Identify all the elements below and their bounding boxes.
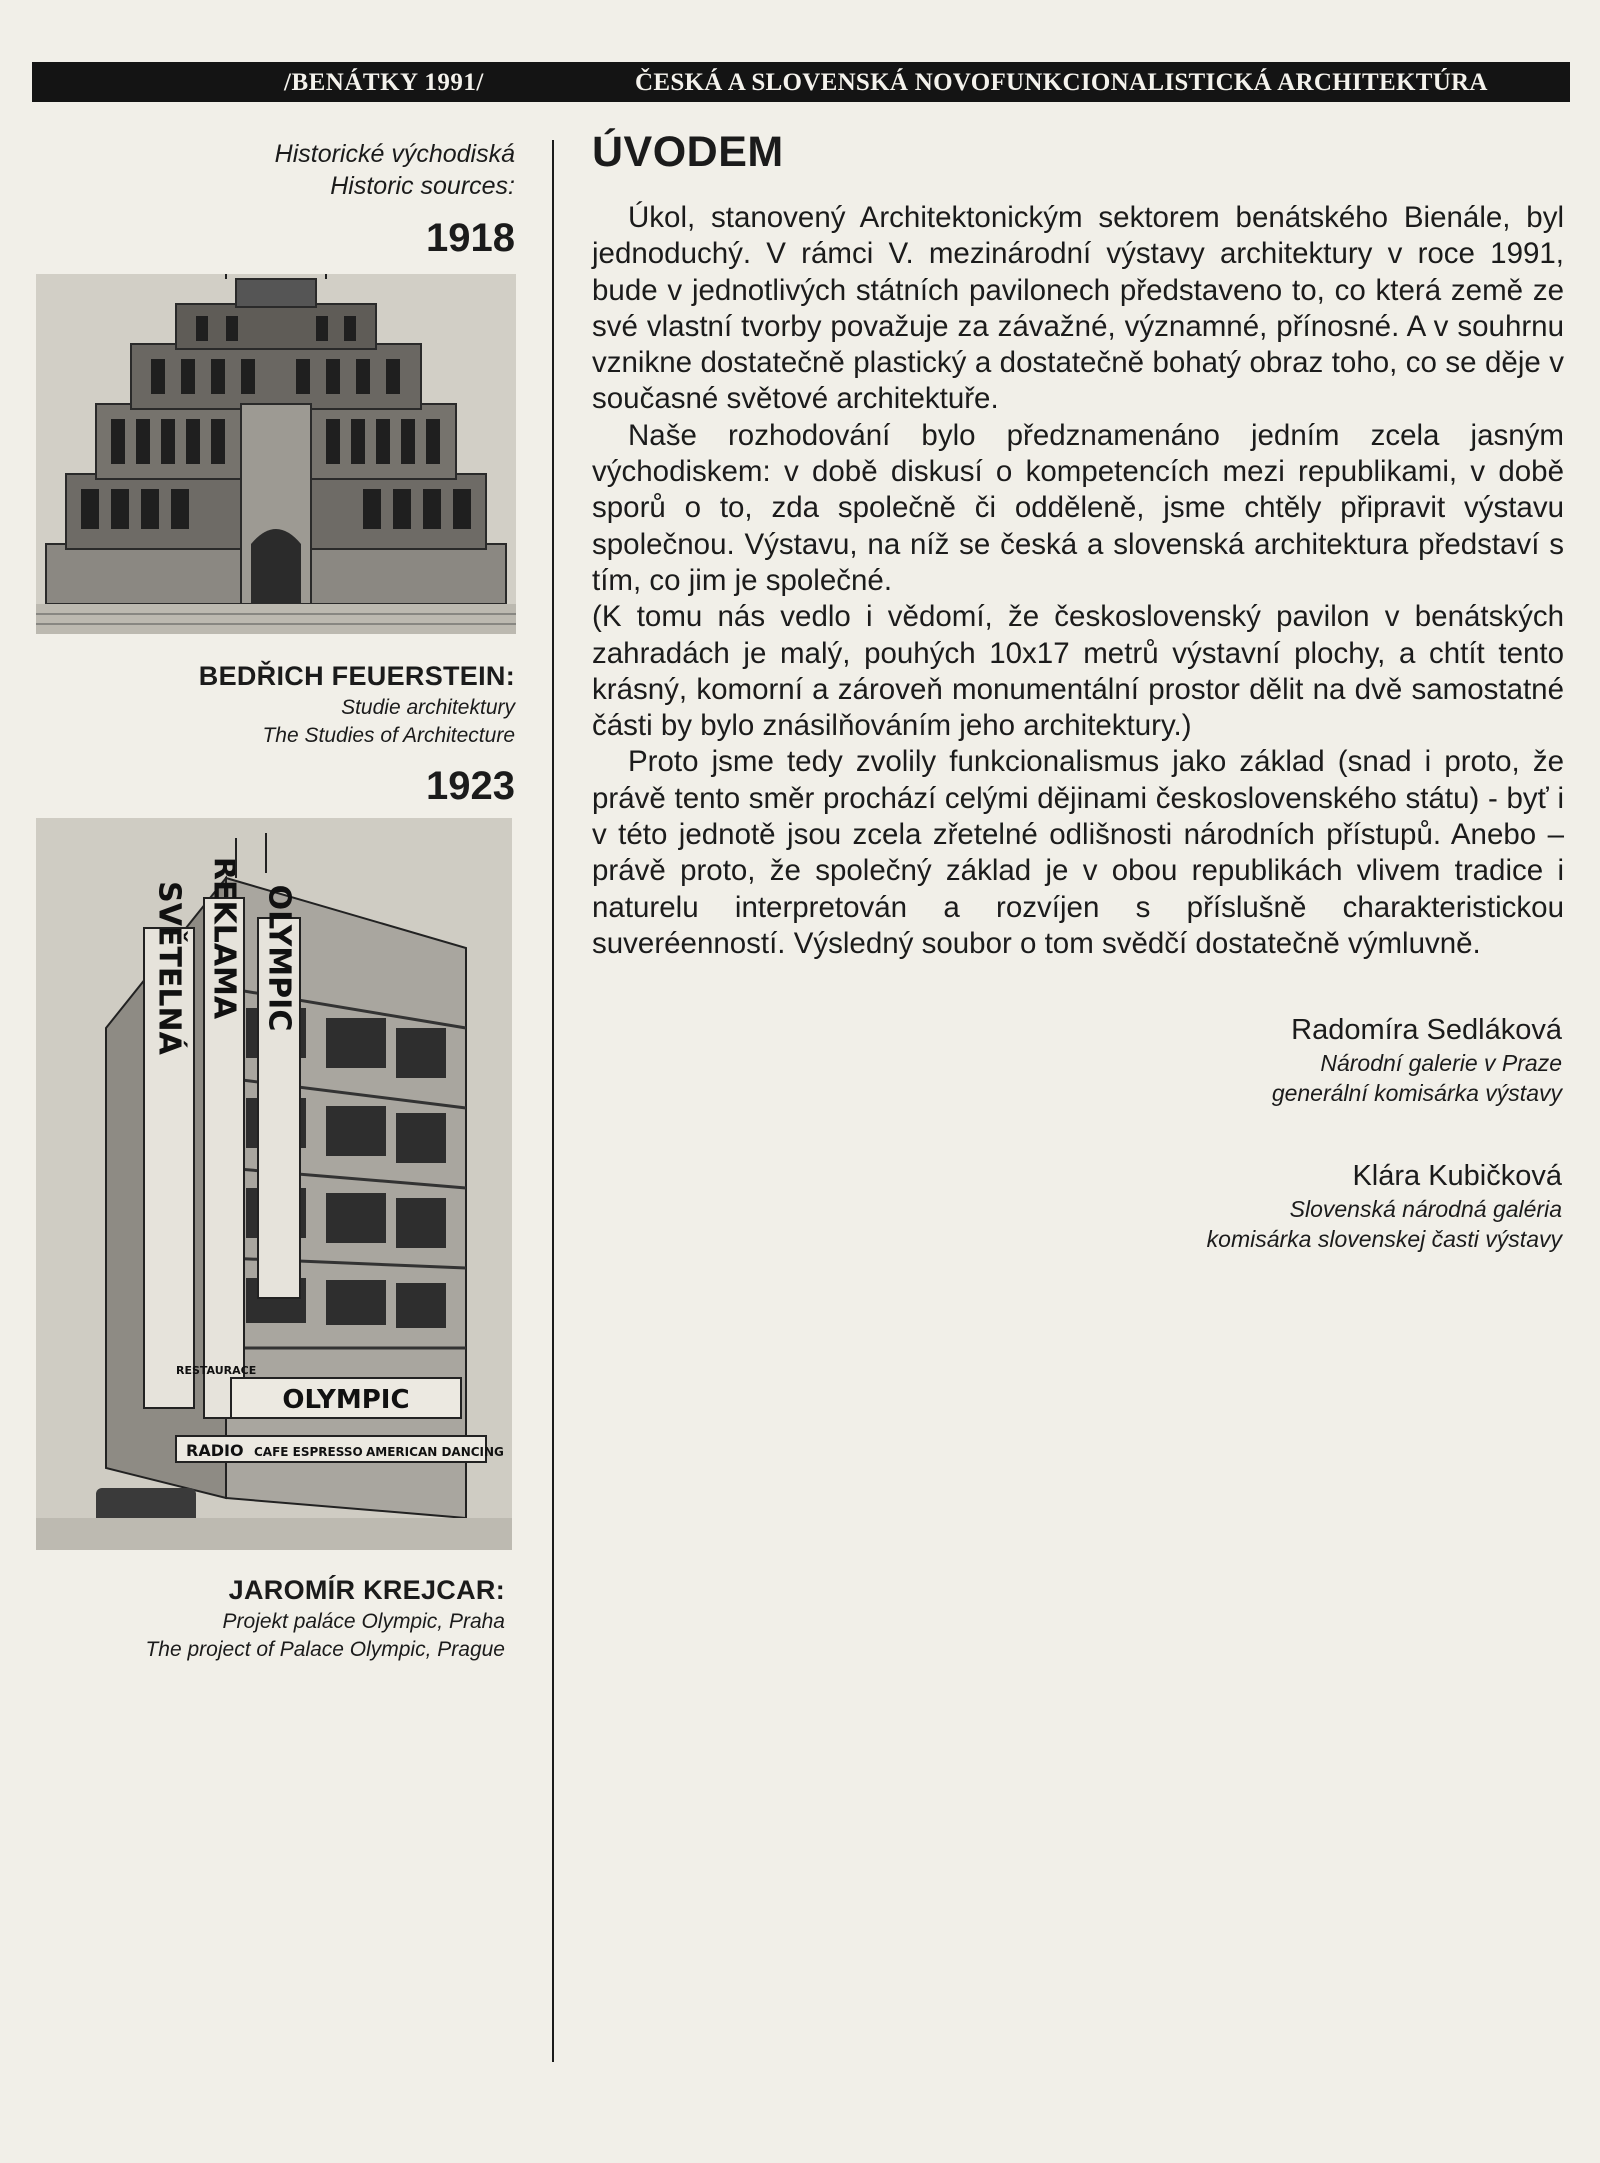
year-label: 1918 — [426, 216, 515, 260]
column-divider — [552, 140, 554, 2062]
intro-text — [592, 200, 1564, 962]
header-location-year: /BENÁTKY 1991/ — [284, 69, 484, 96]
signatory-name: Klára Kubičková — [1352, 1160, 1562, 1192]
paragraph: Úkol, stanovený Architektonickým sektorem benátského Bienále, byl jednoduchý. V rámci V. mezinárodní výstavy architektury v roce 1991, bude v jednotlivých státních pavilonech představeno to, co která země ze své vlastní tvorby považuje za závažné, významné, přínosné. A v souhrnu vznikne dostatečně plastický a dostatečně bohatý obraz toho, co se děje v současné světové architektuře. — [592, 201, 1564, 416]
sidebar-entry-feuerstein — [30, 660, 515, 750]
sidebar-year-1918 — [30, 216, 515, 260]
header-bar — [32, 62, 1570, 102]
paragraph: Naše rozhodování bylo předznamenáno jedním zcela jasným východiskem: v době diskusí o kompetencích mezi republikami, v době sporů o to, zda společně či odděleně, jsme chtěly připravit výstavu společnou. Výstavu, na níž se česká a slovenská architektura představí s tím, co jim je společné. — [592, 418, 1564, 597]
sign-olympic-vertical: OLYMPIC — [261, 884, 297, 1032]
signatory-role: generální komisárka výstavy — [1271, 1080, 1562, 1106]
signatory-institution: Slovenská národná galéria — [1289, 1196, 1562, 1222]
page-title: ÚVODEM — [592, 128, 784, 176]
caption-cz: Projekt paláce Olympic, Praha — [222, 1610, 505, 1633]
paragraph: Proto jsme tedy zvolily funkcionalismus jako základ (snad i proto, že právě tento směr prochází celými dějinami československého státu) - byť i v této jednotě jsou zcela zřetelné odlišnosti národních přístupů. Anebo – právě proto, že společný základ je v obou republikách vlivem tradice i naturelu interpretován a rozvíjen s příslušně charakteristickou suveréenností. Výsledný soubor o tom svědčí dostatečně výmluvně. — [592, 745, 1564, 960]
signature-sedlakova — [1272, 1012, 1562, 1108]
signatory-institution: Národní galerie v Praze — [1320, 1050, 1562, 1076]
sign-olympic-horizontal: OLYMPIC — [282, 1385, 410, 1415]
header-exhibition-title: ČESKÁ A SLOVENSKÁ NOVOFUNKCIONALISTICKÁ ARCHITEKTÚRA — [635, 69, 1488, 96]
sign-radio: RADIO — [186, 1441, 244, 1460]
feuerstein-drawing — [36, 274, 516, 634]
krejcar-drawing — [36, 818, 512, 1550]
signature-kubickova — [1207, 1158, 1562, 1254]
caption-cz: Studie architektury — [341, 696, 515, 719]
sources-label-en: Historic sources: — [330, 172, 515, 200]
sidebar-entry-krejcar — [22, 1574, 505, 1664]
sidebar-year-1923 — [30, 764, 515, 808]
caption-en: The Studies of Architecture — [262, 724, 515, 747]
signatory-name: Radomíra Sedláková — [1291, 1014, 1562, 1046]
paragraph: (K tomu nás vedlo i vědomí, že československý pavilon v benátských zahradách je malý, pouhých 10x17 metrů výstavní plochy, a chtít tento krásný, komorní a zároveň monumentální prostor dělit na dvě samostatné části by bylo znásilňováním jeho architektury.) — [592, 600, 1564, 743]
sign-restaurace: RESTAURACE — [176, 1364, 257, 1377]
sign-svetelna: SVĚTELNÁ — [151, 881, 187, 1055]
sign-reklama: REKLAMA — [206, 856, 242, 1020]
sign-dancing: AMERICAN DANCING — [366, 1445, 504, 1459]
year-label: 1923 — [426, 764, 515, 808]
architect-name: JAROMÍR KREJCAR: — [228, 1575, 505, 1605]
sign-cafe: CAFE ESPRESSO — [254, 1445, 363, 1459]
sidebar-sources-heading — [30, 138, 515, 202]
architect-name: BEDŘICH FEUERSTEIN: — [198, 661, 515, 691]
caption-en: The project of Palace Olympic, Prague — [145, 1638, 505, 1661]
signatory-role: komisárka slovenskej časti výstavy — [1206, 1226, 1562, 1252]
sources-label-cz: Historické východiská — [274, 140, 515, 168]
